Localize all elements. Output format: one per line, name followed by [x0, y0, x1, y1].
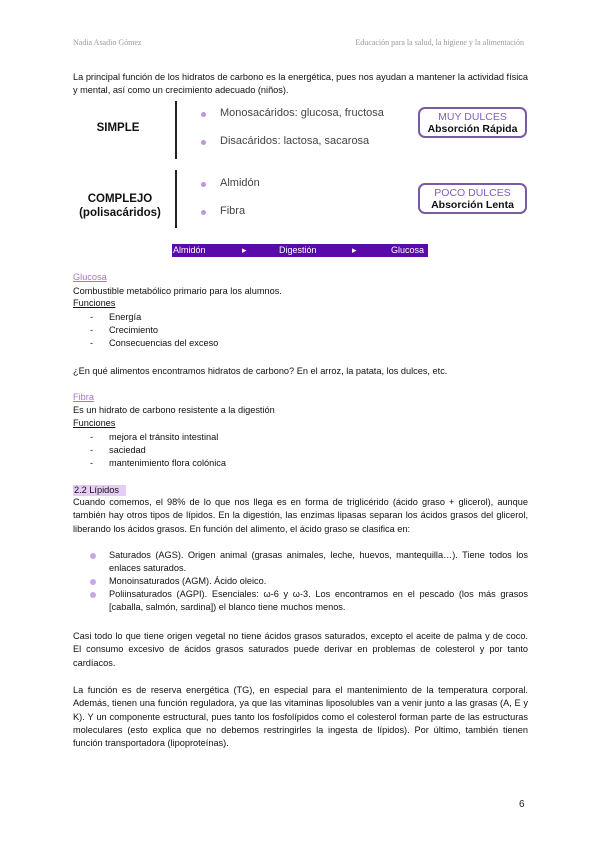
glucosa-dash-3: -: [90, 338, 94, 348]
page-number: 6: [519, 799, 525, 810]
lipidos-item-saturados: Saturados (AGS). Origen animal (grasas animales, leche, huevos, mantequilla…). Tiene todos los enlaces saturados.: [109, 550, 528, 574]
fibra-function-3: mantenimiento flora colónica: [109, 458, 226, 468]
glucosa-dash-1: -: [90, 312, 94, 322]
lipidos-paragraph-1: Cuando comemos, el 98% de lo que nos llega es en forma de triglicérido (ácido graso + glicerol), aunque también hay otros tipos de lípidos. En la digestión, las enzimas lipasas separan los ácidos grasos del glicerol, liberando los ácidos grasos. En función del alimento, el ácido graso se clasifica en:: [73, 497, 528, 534]
lipidos-bullet-3: [90, 592, 96, 598]
lipidos-bullet-1: [90, 553, 96, 559]
complex-bracket: [175, 170, 177, 228]
glucosa-function-1: Energía: [109, 312, 142, 322]
glucosa-desc: Combustible metabólico primario para los alumnos.: [73, 286, 282, 296]
flow-arrow-1: ▸: [242, 245, 247, 255]
flow-arrow-2: ▸: [352, 245, 357, 255]
complex-bullet-1: [201, 182, 206, 187]
fibra-dash-2: -: [90, 445, 94, 455]
simple-bullet-2: [201, 140, 206, 145]
complex-label-title: COMPLEJO: [87, 193, 153, 205]
fibra-function-2: saciedad: [109, 445, 146, 455]
digestion-flow-bar: [172, 244, 428, 257]
simple-label: SIMPLE: [96, 122, 140, 134]
simple-box-title: MUY DULCES: [438, 111, 507, 123]
lipidos-paragraph-3: La función es de reserva energética (TG), en especial para el mantenimiento de la temperatura corporal. Además, tienen una función reguladora, ya que las vitaminas liposolubles van a venir junto a las grasas (A, E y K). Y un componente estructural, pues tanto los fosfolípidos como el colesterol forman parte de las estructuras moleculares (esto explica que no debemos restringirles la ingesta de lípidos). Por último, también tienen función transportadora (lipoproteínas).: [73, 685, 528, 749]
simple-box-subtitle: Absorción Rápida: [427, 123, 518, 135]
flow-step-almidon: Almidón: [173, 245, 206, 255]
complex-bullet-2: [201, 210, 206, 215]
lipidos-bullet-2: [90, 579, 96, 585]
glucosa-functions-label: Funciones: [73, 298, 116, 308]
fibra-dash-1: -: [90, 432, 94, 442]
fibra-dash-3: -: [90, 458, 94, 468]
simple-bullet-1: [201, 112, 206, 117]
complex-box-title: POCO DULCES: [434, 187, 511, 199]
simple-bracket: [175, 101, 177, 159]
glucosa-dash-2: -: [90, 325, 94, 335]
lipidos-item-poliinsaturados: Poliinsaturados (AGPI). Esenciales: ω-6 y ω-3. Los encontramos en el pescado (los más grasos [caballa, salmón, sardina]) el blanco tiene muchos menos.: [109, 589, 528, 613]
fibra-title: Fibra: [73, 392, 94, 402]
carb-foods-question: ¿En qué alimentos encontramos hidratos de carbono? En el arroz, la patata, los dulces, etc.: [73, 366, 448, 376]
complex-box-subtitle: Absorción Lenta: [431, 199, 514, 211]
header-course: Educación para la salud, la higiene y la alimentación: [355, 38, 524, 47]
glucosa-function-3: Consecuencias del exceso: [109, 338, 219, 348]
fibra-function-1: mejora el tránsito intestinal: [109, 432, 219, 442]
flow-step-glucosa: Glucosa: [391, 245, 425, 255]
fibra-desc: Es un hidrato de carbono resistente a la digestión: [73, 405, 275, 415]
fibra-functions-label: Funciones: [73, 418, 116, 428]
complex-box: [418, 183, 527, 214]
complex-label: [76, 192, 164, 220]
flow-step-digestion: Digestión: [279, 245, 317, 255]
simple-box: [418, 107, 527, 138]
simple-item-1: Monosacáridos: glucosa, fructosa: [220, 107, 384, 119]
header-author: Nadia Asadio Gómez: [73, 38, 142, 47]
glucosa-title: Glucosa: [73, 272, 107, 282]
simple-item-2: Disacáridos: lactosa, sacarosa: [220, 135, 370, 147]
intro-paragraph: La principal función de los hidratos de carbono es la energética, pues nos ayudan a mantener la actividad física y mental, así como un crecimiento adecuado (niños).: [73, 72, 528, 96]
lipidos-item-monoinsaturados: Monoinsaturados (AGM). Ácido oleico.: [109, 576, 267, 586]
complex-label-subtitle: (polisacáridos): [79, 207, 161, 219]
lipidos-heading: 2.2 Lípidos: [73, 485, 126, 496]
lipidos-paragraph-2: Casi todo lo que tiene origen vegetal no tiene ácidos grasos saturados, excepto el aceite de palma y de coco. El consumo excesivo de ácidos grasos saturados puede derivar en problemas de colesterol y por tanto cardíacos.: [73, 631, 528, 668]
glucosa-function-2: Crecimiento: [109, 325, 159, 335]
complex-item-2: Fibra: [220, 205, 246, 217]
complex-item-1: Almidón: [220, 177, 260, 189]
